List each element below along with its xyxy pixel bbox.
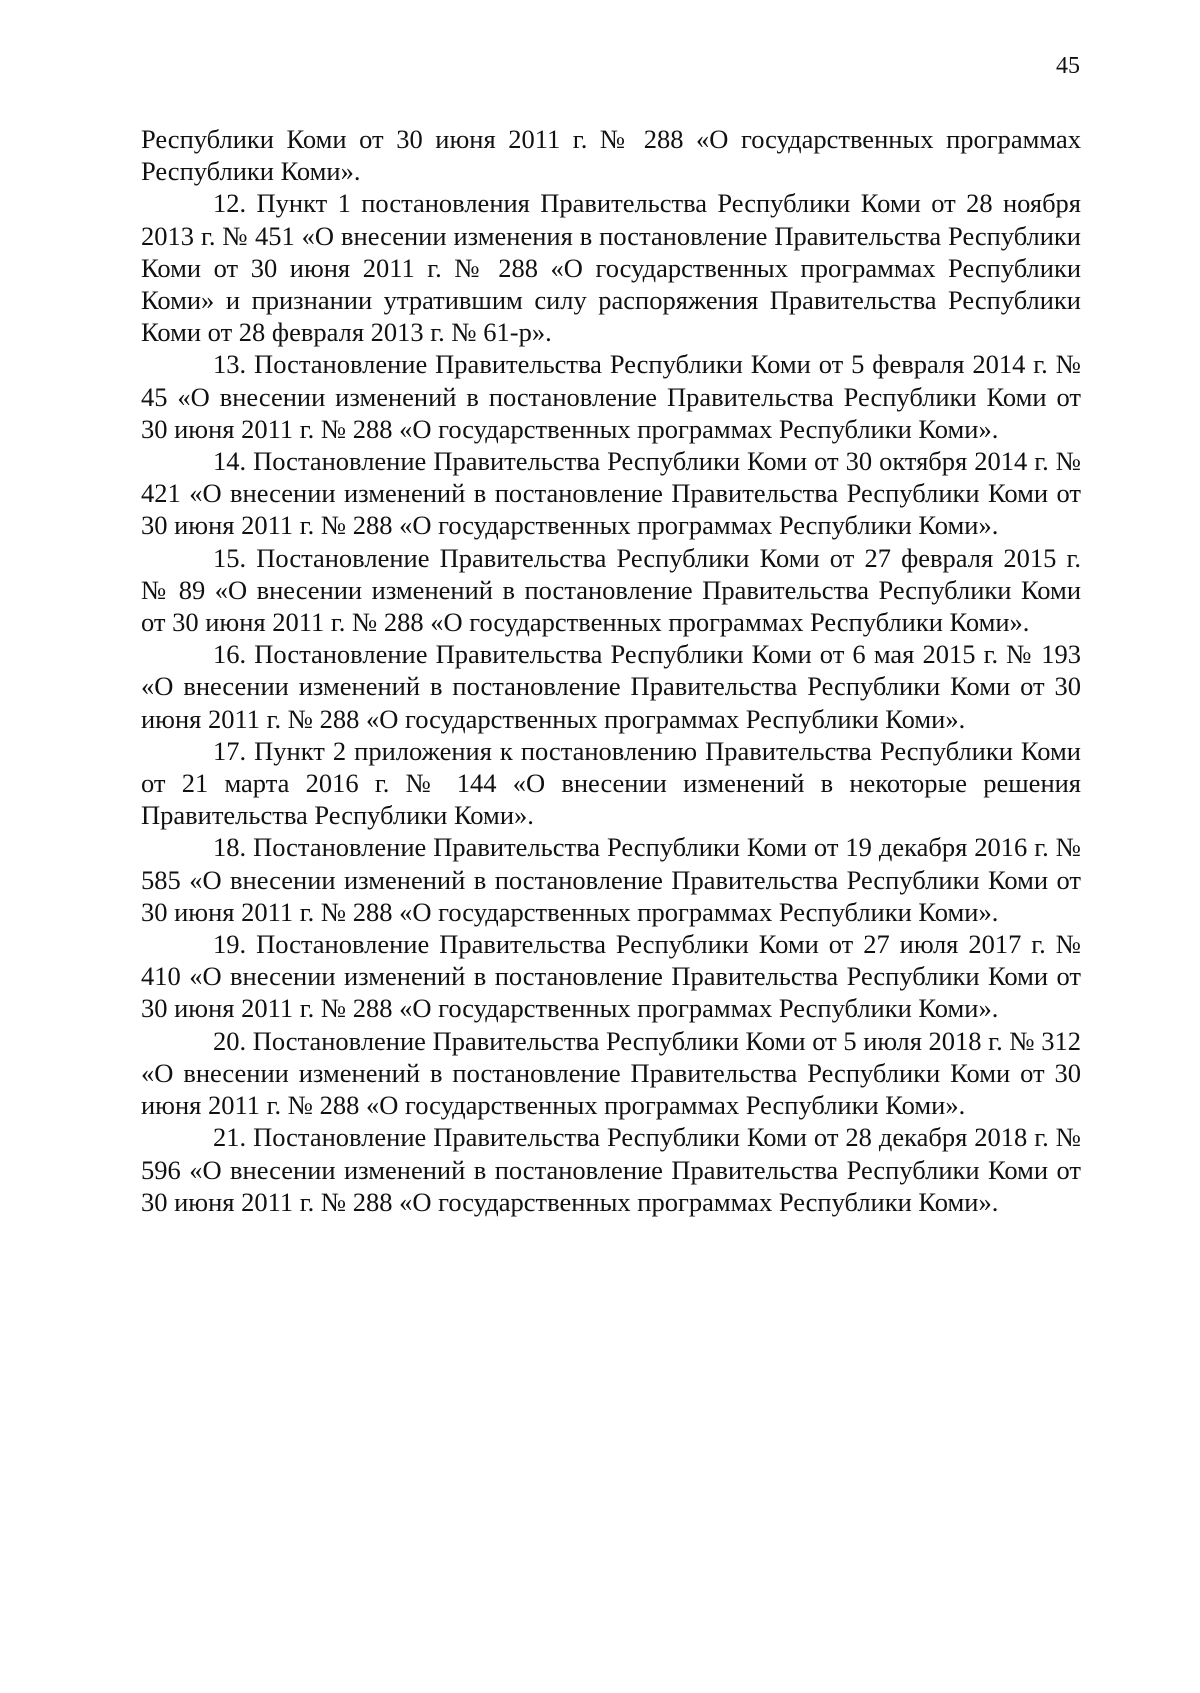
paragraph-item-17: 17. Пункт 2 приложения к постановлению Правительства Республики Коми от 21 марта 2016 г. № 144 «О внесении изменений в некоторые решения Правительства Республики Коми». bbox=[141, 735, 1081, 831]
paragraph-item-20: 20. Постановление Правительства Республики Коми от 5 июля 2018 г. № 312 «О внесении изменений в постановление Правительства Республики Коми от 30 июня 2011 г. № 288 «О государственных программах Республики Коми». bbox=[141, 1025, 1081, 1121]
paragraph-item-21: 21. Постановление Правительства Республики Коми от 28 декабря 2018 г. № 596 «О внесении изменений в постановление Правительства Республики Коми от 30 июня 2011 г. № 288 «О государственных программах Республики Коми». bbox=[141, 1122, 1081, 1217]
paragraph-item-13: 13. Постановление Правительства Республики Коми от 5 февраля 2014 г. № 45 «О внесении изменений в постановление Правительства Республики Коми от 30 июня 2011 г. № 288 «О государственных программах Республики Коми». bbox=[141, 349, 1081, 444]
page-number: 45 bbox=[1056, 53, 1080, 79]
paragraph-continuation: Республики Коми от 30 июня 2011 г. № 288 «О государственных программах Республики Коми». bbox=[141, 124, 1081, 187]
paragraph-item-19: 19. Постановление Правительства Республики Коми от 27 июля 2017 г. № 410 «О внесении изменений в постановление Правительства Республики Коми от 30 июня 2011 г. № 288 «О государственных программах Республики Коми». bbox=[141, 929, 1081, 1024]
paragraph-item-18: 18. Постановление Правительства Республики Коми от 19 декабря 2016 г. № 585 «О внесении изменений в постановление Правительства Республики Коми от 30 июня 2011 г. № 288 «О государственных программах Республики Коми». bbox=[141, 832, 1081, 927]
paragraph-item-12: 12. Пункт 1 постановления Правительства Республики Коми от 28 ноября 2013 г. № 451 «О внесении изменения в постановление Правительства Республики Коми от 30 июня 2011 г. № 288 «О государственных программах Республики Коми» и признании утратившим силу распоряжения Правительства Республики Коми от 28 февраля 2013 г. № 61-р». bbox=[141, 188, 1081, 348]
document-body bbox=[141, 123, 1081, 1218]
paragraph-item-16: 16. Постановление Правительства Республики Коми от 6 мая 2015 г. № 193 «О внесении изменений в постановление Правительства Республики Коми от 30 июня 2011 г. № 288 «О государственных программах Республики Коми». bbox=[141, 639, 1081, 734]
paragraph-item-14: 14. Постановление Правительства Республики Коми от 30 октября 2014 г. № 421 «О внесении изменений в постановление Правительства Республики Коми от 30 июня 2011 г. № 288 «О государственных программах Республики Коми». bbox=[141, 446, 1081, 541]
paragraph-item-15: 15. Постановление Правительства Республики Коми от 27 февраля 2015 г. № 89 «О внесении изменений в постановление Правительства Республики Коми от 30 июня 2011 г. № 288 «О государственных программах Республики Коми». bbox=[141, 542, 1081, 638]
